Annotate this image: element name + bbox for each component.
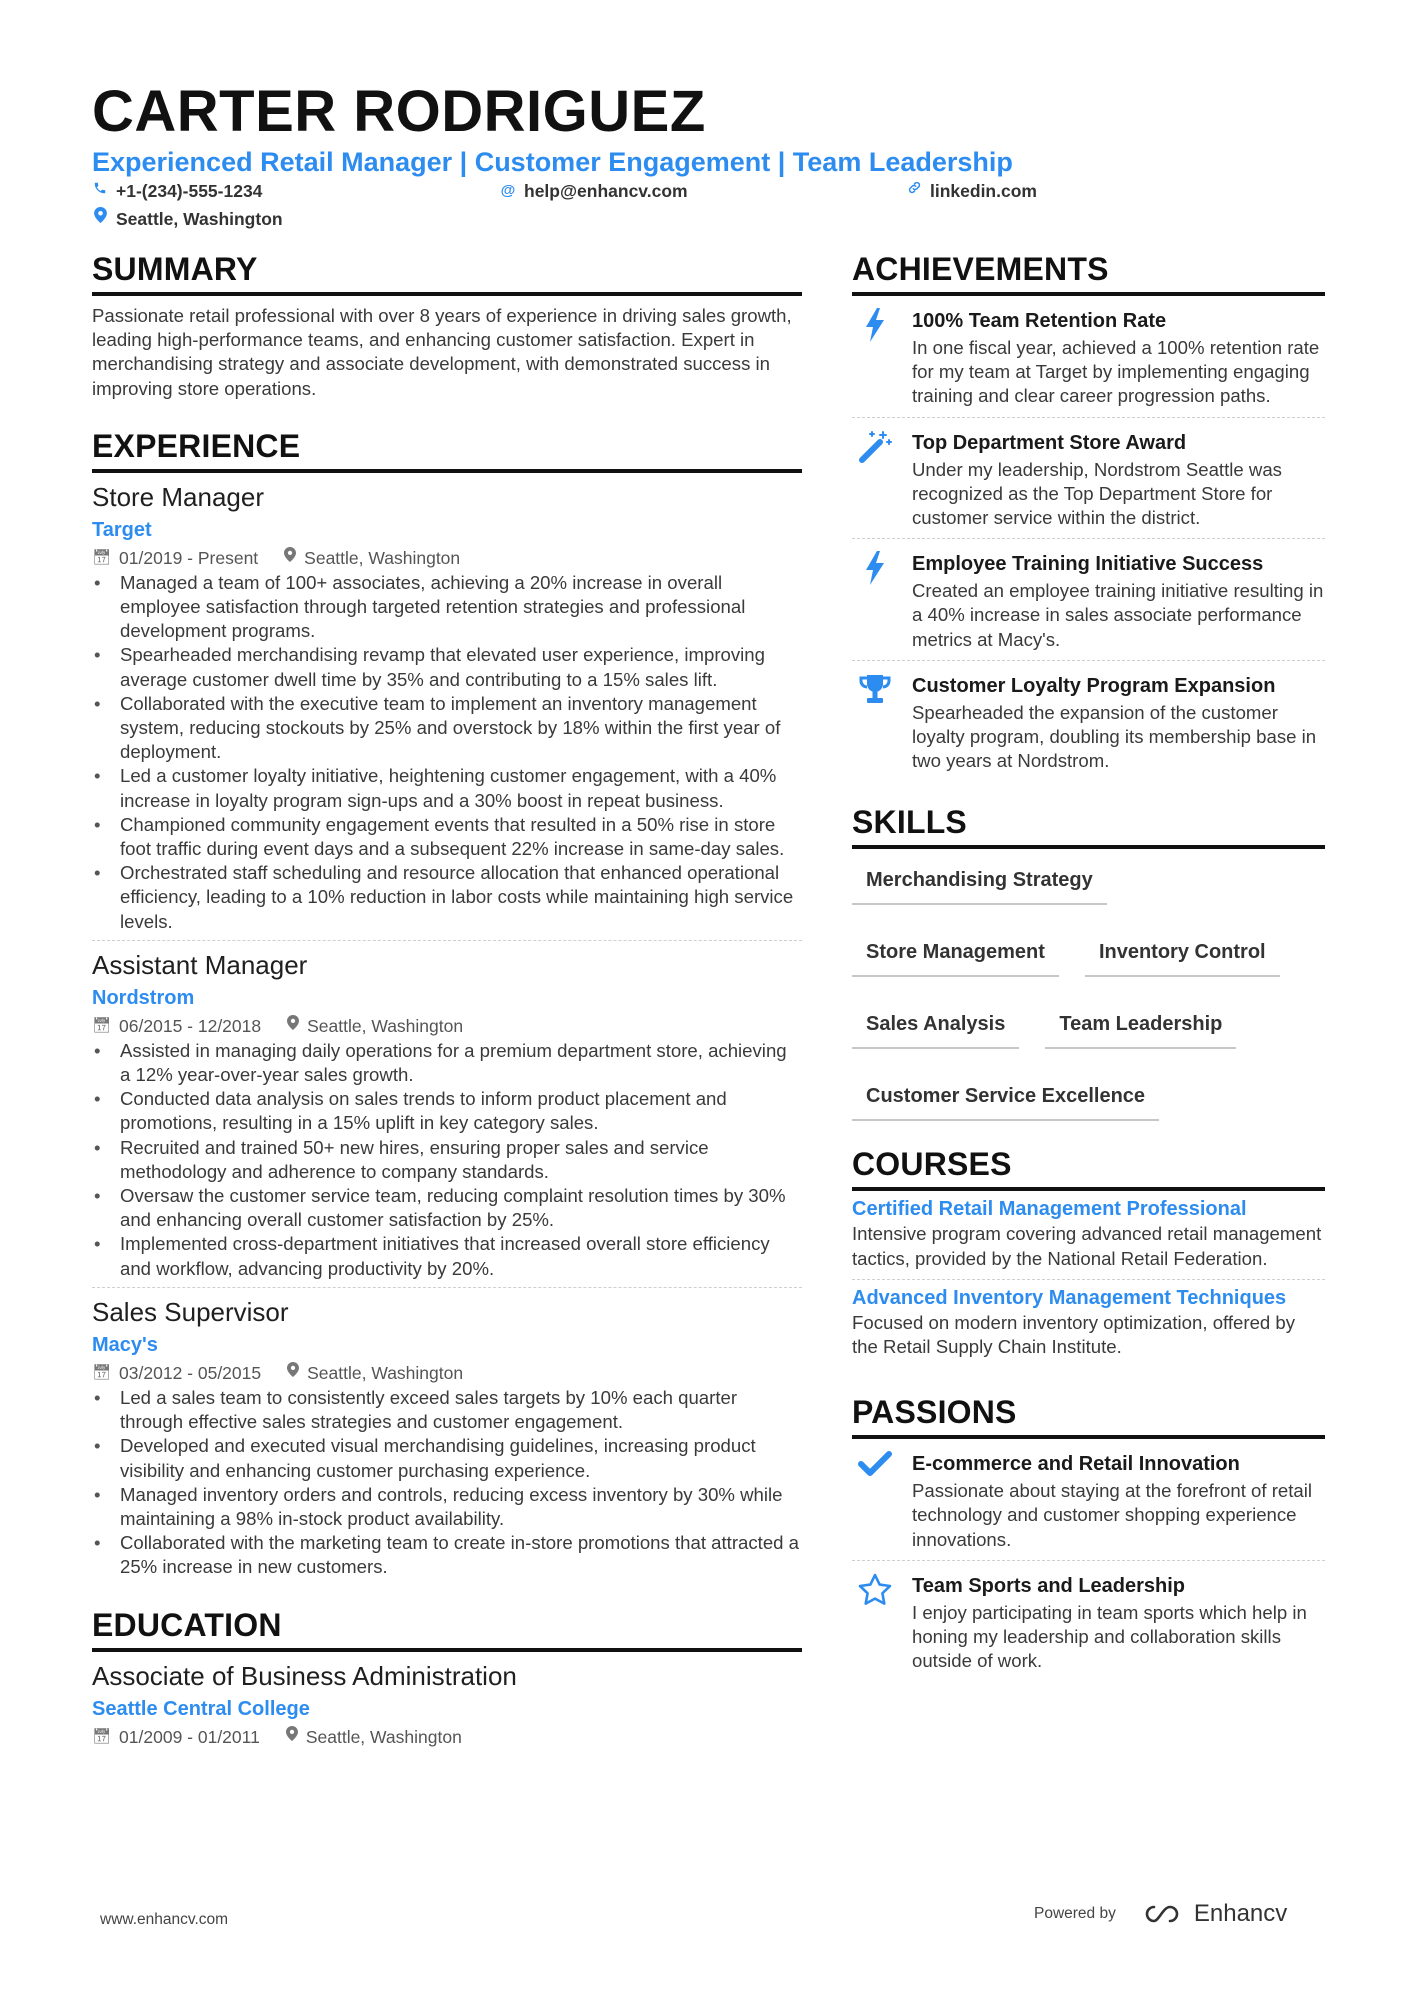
job-dates: 03/2012 - 05/2015 [119,1362,262,1383]
achievements-section [852,250,1325,781]
star-icon [852,1571,898,1674]
job-bullets [92,571,802,934]
passions-section [852,1393,1325,1681]
passion-text: Passionate about staying at the forefront of retail technology and customer shopping experience innovations. [912,1480,1313,1550]
course-text: Focused on modern inventory optimization, offered by the Retail Supply Chain Institute. [852,1311,1296,1358]
courses-section [852,1145,1325,1367]
experience-title: EXPERIENCE [92,427,802,473]
course-text: Intensive program covering advanced retail management tactics, provided by the National Retail Federation. [852,1223,1322,1269]
course-item [852,1191,1325,1279]
skill-tag: Inventory Control [1085,933,1280,977]
job-bullet: • Managed inventory orders and controls, reducing excess inventory by 30% while maintaining a 98% in-stock product availability. [92,1483,802,1531]
calendar-icon: 📅︎ [92,1727,112,1745]
skill-tag: Store Management [852,933,1059,977]
passion-item [852,1561,1325,1682]
job-bullet: • Led a sales team to consistently exceed sales targets by 10% each quarter through effective sales strategies and customer engagement. [92,1386,802,1434]
company-name: Target [92,518,152,541]
job-bullet: • Collaborated with the marketing team to create in-store promotions that attracted a 25% increase in new customers. [92,1531,802,1579]
education-dates: 01/2009 - 01/2011 [119,1726,260,1747]
job-bullet: • Collaborated with the executive team to implement an inventory management system, reducing stockouts by 25% and overstock by 18% within the first year of deployment. [92,692,802,765]
skill-tag: Team Leadership [1045,1005,1236,1049]
map-pin-icon [284,545,296,571]
courses-title: COURSES [852,1145,1325,1191]
course-title: Certified Retail Management Professional [852,1198,1247,1221]
achievement-item [852,296,1325,418]
education-entry [92,1658,802,1750]
job-meta [92,545,802,571]
linkedin-text[interactable]: linkedin.com [930,181,1037,201]
job-bullet: • Recruited and trained 50+ new hires, ensuring proper sales and service methodology and adherence to company standards. [92,1136,802,1184]
job-location: Seattle, Washington [307,1015,464,1036]
job-meta [92,1013,802,1039]
achievement-item [852,539,1325,661]
left-column [92,250,802,1750]
headline: Experienced Retail Manager | Customer Engagement | Team Leadership [92,147,1013,177]
passion-item [852,1439,1325,1561]
summary-text: Passionate retail professional with over 8 years of experience in driving sales growth, leading high-performance teams, and enhancing customer satisfaction. Expert in merchandising strategy and associate development, with demonstrated success in improving store operations. [92,305,792,399]
footer-website[interactable]: www.enhancv.com [100,1911,229,1928]
job-bullet: • Championed community engagement events that resulted in a 50% rise in store foot traffic during event days and a subsequent 22% increase in same-day sales. [92,813,802,861]
job-bullet: • Assisted in managing daily operations for a premium department store, achieving a 12% year-over-year sales growth. [92,1039,802,1087]
footer-powered [1034,1900,1287,1928]
trophy-icon [852,671,898,774]
job-bullet: • Conducted data analysis on sales trends to inform product placement and promotions, resulting in a 15% uplift in key category sales. [92,1087,802,1135]
job-bullet: • Oversaw the customer service team, reducing complaint resolution times by 30% and enhancing overall customer satisfaction by 25%. [92,1184,802,1232]
job-bullets [92,1039,802,1281]
contact-phone [92,180,262,202]
achievement-title: Top Department Store Award [912,431,1187,454]
map-pin-icon [286,1724,298,1750]
achievement-text: Created an employee training initiative resulting in a 40% increase in sales associate performance metrics at Macy's. [912,580,1324,650]
passion-title: Team Sports and Leadership [912,1574,1186,1597]
enhancv-logo[interactable] [1140,1900,1287,1928]
bolt-icon [852,549,898,652]
achievement-text: Spearheaded the expansion of the customer loyalty program, doubling its membership base in two years at Nordstrom. [912,701,1317,772]
email-text[interactable]: help@enhancv.com [524,181,688,201]
achievement-title: Customer Loyalty Program Expansion [912,674,1276,697]
job-meta [92,1360,802,1386]
achievement-text: In one fiscal year, achieved a 100% retention rate for my team at Target by implementing engaging training and clear career progression paths. [912,337,1320,407]
achievement-title: Employee Training Initiative Success [912,553,1264,576]
achievements-title: ACHIEVEMENTS [852,250,1325,296]
skills-section [852,803,1325,1121]
bolt-icon [852,306,898,409]
right-column [852,250,1325,1681]
job-bullet: • Implemented cross-department initiatives that increased overall store efficiency and workflow, advancing productivity by 20%. [92,1232,802,1280]
job-dates: 01/2019 - Present [119,547,259,568]
powered-by-label: Powered by [1034,1905,1116,1922]
passion-title: E-commerce and Retail Innovation [912,1453,1240,1476]
brand-name: Enhancv [1193,1900,1288,1927]
skill-tag: Customer Service Excellence [852,1077,1159,1121]
link-icon [906,180,922,202]
summary-section [92,250,802,401]
map-pin-icon [287,1360,299,1386]
calendar-icon: 📅︎ [92,548,112,566]
job-bullet: • Orchestrated staff scheduling and resource allocation that enhanced operational efficiency, leading to a 10% reduction in labor costs while maintaining high service levels. [92,861,802,934]
map-pin-icon [92,207,108,230]
education-title: EDUCATION [92,1606,802,1652]
candidate-name: CARTER RODRIGUEZ [92,79,706,144]
summary-title: SUMMARY [92,250,802,296]
phone-icon [92,180,108,202]
achievement-item [852,661,1325,782]
phone-text: +1-(234)-555-1234 [116,181,263,201]
education-section [92,1606,802,1750]
skill-tag: Merchandising Strategy [852,861,1107,905]
job-bullet: • Managed a team of 100+ associates, achieving a 20% increase in overall employee satisfaction through targeted retention strategies and professional development programs. [92,571,802,644]
job-bullet: • Developed and executed visual merchandising guidelines, increasing product visibility and enhancing customer purchasing experience. [92,1434,802,1482]
job-bullet: • Led a customer loyalty initiative, heightening customer engagement, with a 40% increase in loyalty program sign-ups and a 30% boost in repeat business. [92,764,802,812]
job-location: Seattle, Washington [307,1362,464,1383]
checkmark-icon [852,1449,898,1552]
calendar-icon: 📅︎ [92,1363,112,1381]
skill-tag: Sales Analysis [852,1005,1019,1049]
degree-title: Associate of Business Administration [92,1660,517,1691]
company-name: Nordstrom [92,986,195,1009]
job-title: Store Manager [92,481,264,512]
map-pin-icon [287,1013,299,1039]
location-text: Seattle, Washington [116,208,283,229]
magic-wand-icon [852,428,898,531]
job-entry [92,479,802,941]
job-entry [92,1294,802,1586]
contact-linkedin[interactable] [906,180,1037,202]
job-title: Assistant Manager [92,949,308,980]
experience-section [92,427,802,1586]
education-location: Seattle, Washington [305,1726,462,1747]
skills-title: SKILLS [852,803,1325,849]
contact-email[interactable] [500,180,688,202]
achievement-text: Under my leadership, Nordstrom Seattle was recognized as the Top Department Store for customer service within the district. [912,458,1282,529]
course-title: Advanced Inventory Management Techniques [852,1286,1287,1309]
job-entry [92,947,802,1288]
contact-location [92,207,283,230]
passion-text: I enjoy participating in team sports which help in honing my leadership and collaboration skills outside of work. [912,1601,1307,1672]
job-title: Sales Supervisor [92,1296,289,1327]
job-dates: 06/2015 - 12/2018 [119,1015,262,1036]
passions-title: PASSIONS [852,1393,1325,1439]
job-bullet: • Spearheaded merchandising revamp that elevated user experience, improving average customer dwell time by 35% and contributing to a 15% sales lift. [92,643,802,691]
job-bullets [92,1386,802,1580]
achievement-title: 100% Team Retention Rate [912,310,1167,332]
skills-list [852,849,1325,1121]
course-item [852,1280,1325,1367]
education-meta [92,1724,802,1750]
calendar-icon: 📅︎ [92,1016,112,1034]
company-name: Macy's [92,1333,158,1356]
enhancv-logo-icon [1140,1902,1186,1926]
job-location: Seattle, Washington [304,547,461,568]
at-icon: @ [500,182,516,199]
school-name: Seattle Central College [92,1697,310,1720]
achievement-item [852,418,1325,540]
